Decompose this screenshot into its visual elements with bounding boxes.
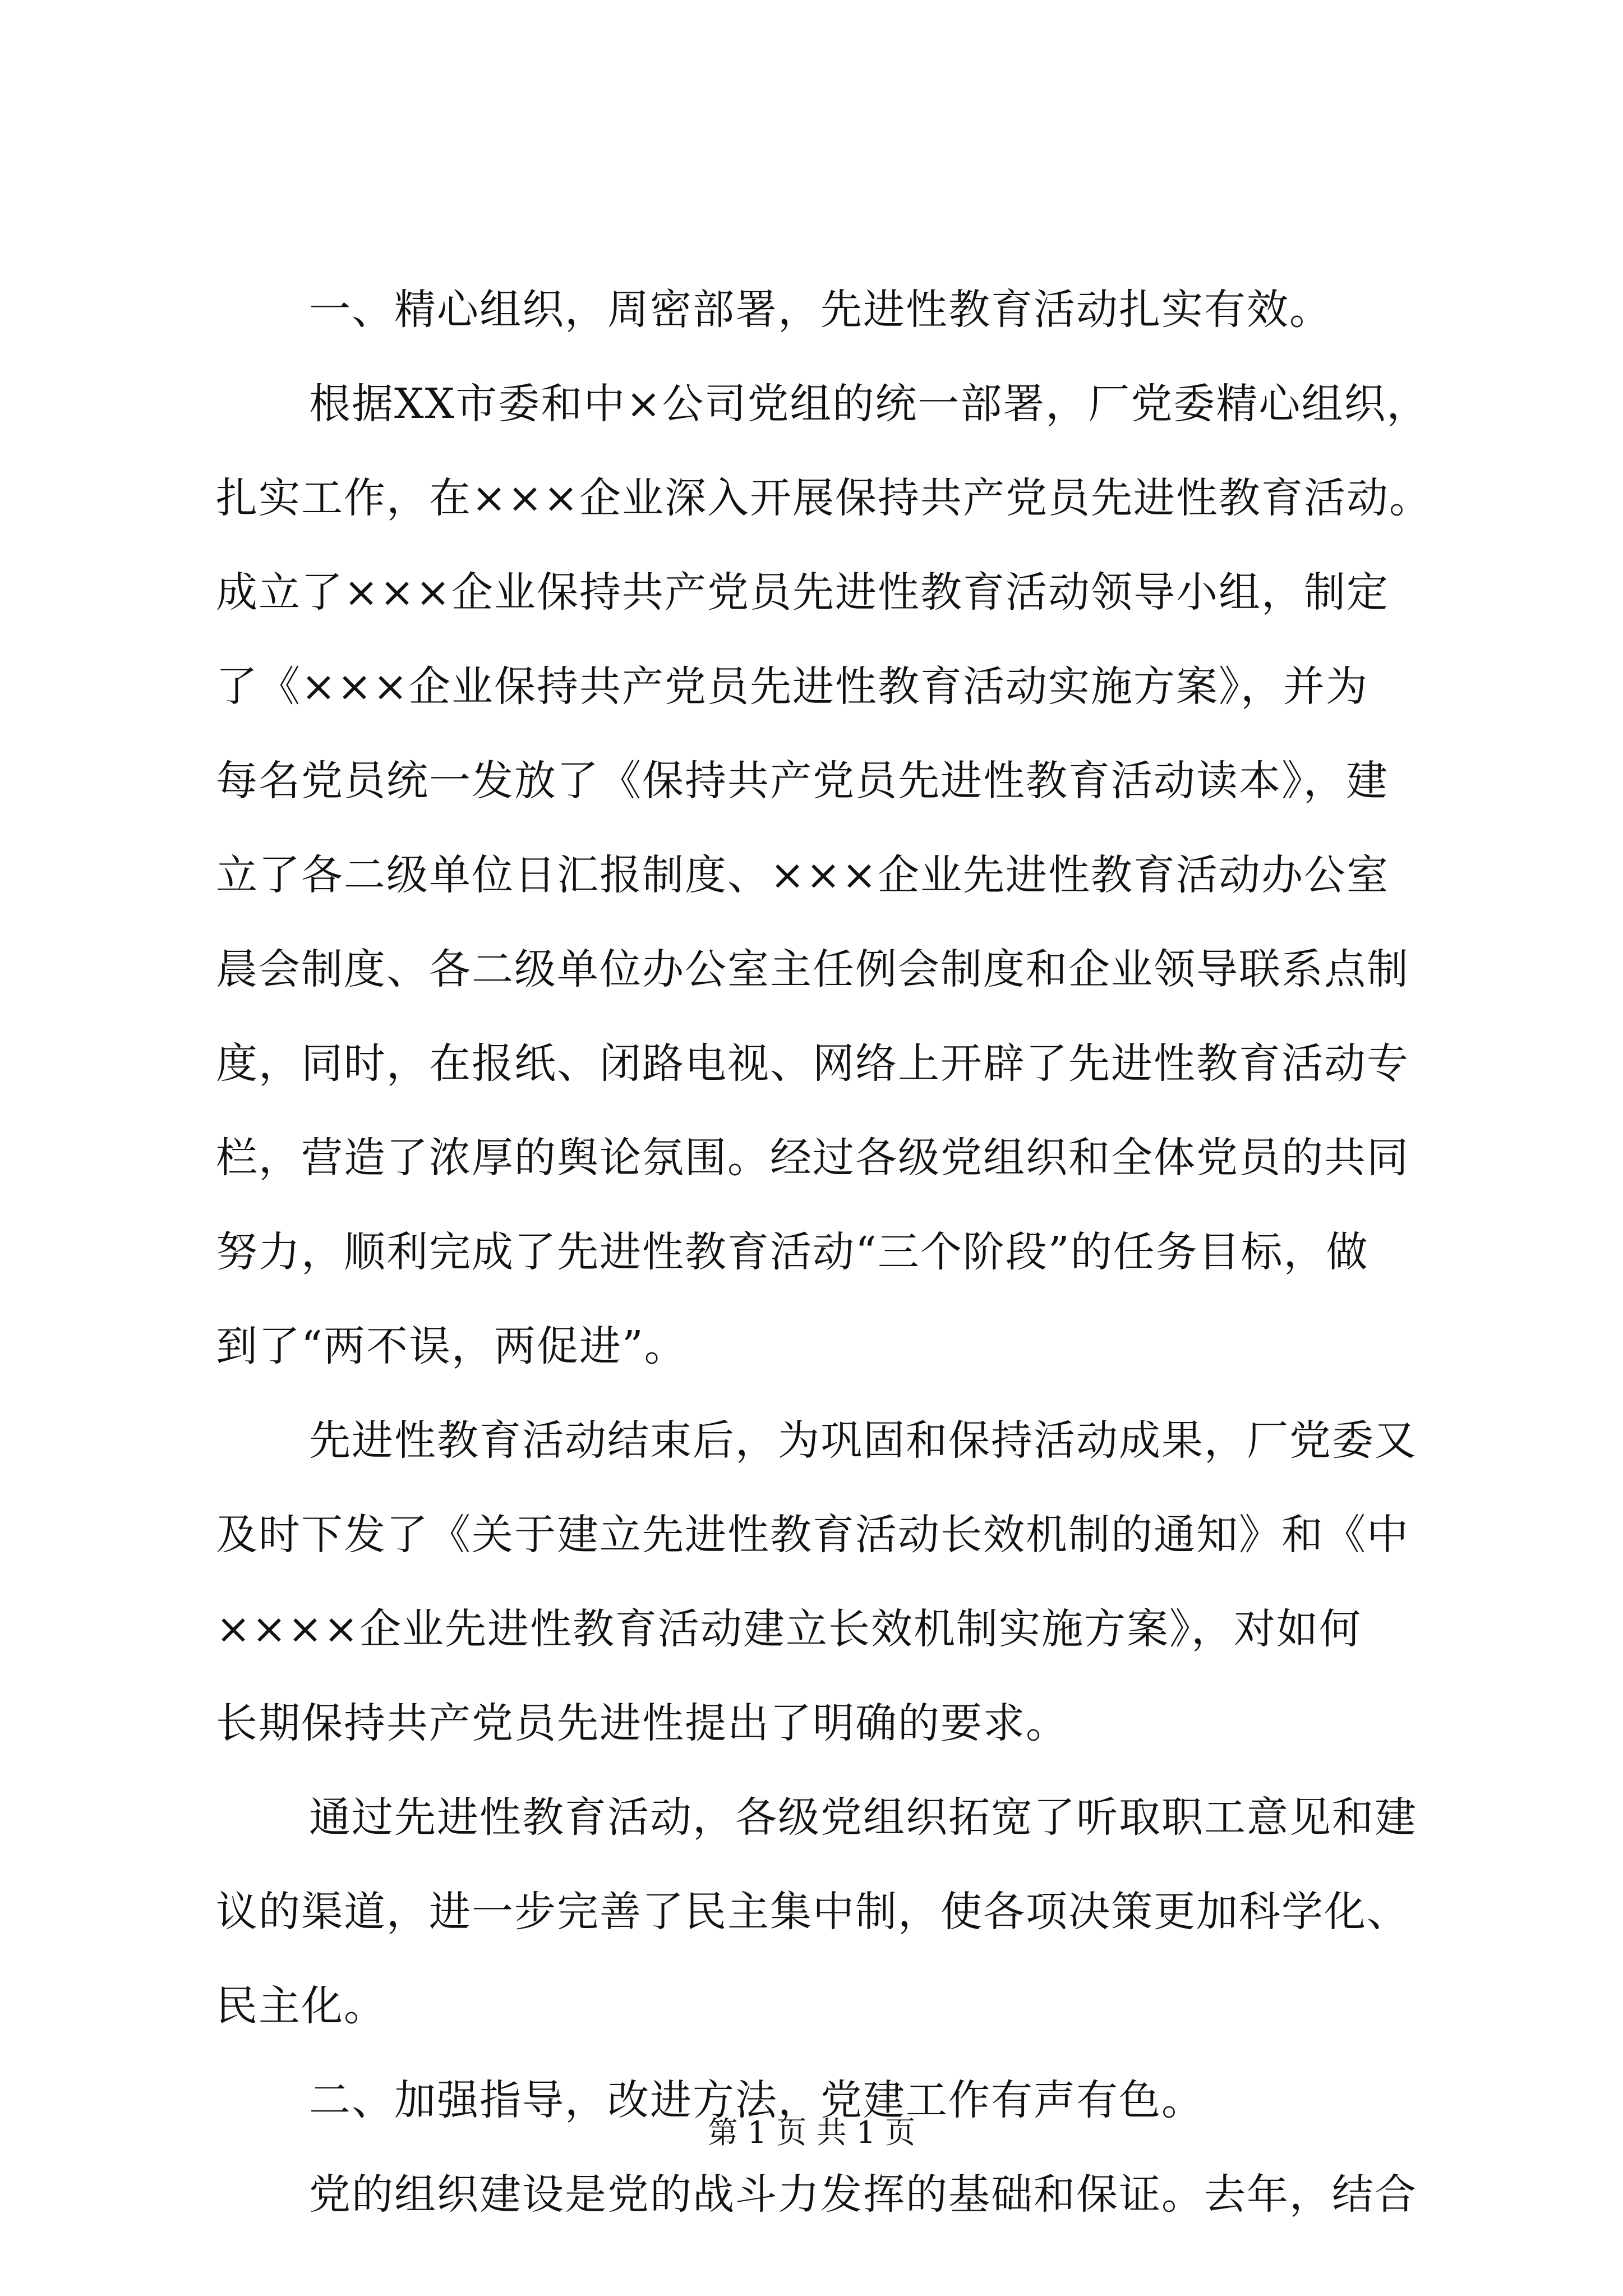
section-heading-1: 一、精心组织，周密部署，先进性教育活动扎实有效。 <box>309 286 1332 334</box>
document-body <box>216 263 1432 2242</box>
paragraph-line: 通过先进性教育活动，各级党组织拓宽了听取职工意见和建 <box>309 1793 1417 1842</box>
paragraph-line: 立了各二级单位日汇报制度、×××企业先进性教育活动办公室 <box>216 851 1390 899</box>
paragraph-line: 及时下发了《关于建立先进性教育活动长效机制的通知》和《中 <box>216 1511 1409 1559</box>
paragraph-line: 栏，营造了浓厚的舆论氛围。经过各级党组织和全体党员的共同 <box>216 1134 1409 1182</box>
paragraph-line: ××××企业先进性教育活动建立长效机制实施方案》，对如何 <box>216 1605 1362 1653</box>
paragraph-line: 民主化。 <box>216 1982 386 2030</box>
paragraph-line: 度，同时，在报纸、闭路电视、网络上开辟了先进性教育活动专 <box>216 1039 1409 1088</box>
paragraph-line: 努力，顺利完成了先进性教育活动“三个阶段”的任务目标，做 <box>216 1228 1369 1276</box>
paragraph-line: 根据XX市委和中×公司党组的统一部署，厂党委精心组织， <box>309 380 1430 428</box>
paragraph-line: 成立了×××企业保持共产党员先进性教育活动领导小组，制定 <box>216 568 1390 616</box>
paragraph-line: 长期保持共产党员先进性提出了明确的要求。 <box>216 1699 1068 1747</box>
paragraph-line: 议的渠道，进一步完善了民主集中制，使各项决策更加科学化、 <box>216 1888 1409 1936</box>
paragraph-line: 晨会制度、各二级单位办公室主任例会制度和企业领导联系点制 <box>216 945 1409 993</box>
paragraph-line: 了《×××企业保持共产党员先进性教育活动实施方案》，并为 <box>216 662 1369 711</box>
paragraph-line: 扎实工作，在×××企业深入开展保持共产党员先进性教育活动。 <box>216 474 1432 522</box>
paragraph-line: 先进性教育活动结束后，为巩固和保持活动成果，厂党委又 <box>309 1416 1417 1465</box>
paragraph-line: 到了“两不误，两促进”。 <box>216 1322 687 1370</box>
paragraph-line: 党的组织建设是党的战斗力发挥的基础和保证。去年，结合 <box>309 2170 1417 2219</box>
section-heading-2: 二、加强指导，改进方法，党建工作有声有色。 <box>309 2076 1204 2124</box>
page-footer: 第 1 页 共 1 页 <box>707 2115 916 2150</box>
paragraph-line: 每名党员统一发放了《保持共产党员先进性教育活动读本》，建 <box>216 757 1389 805</box>
